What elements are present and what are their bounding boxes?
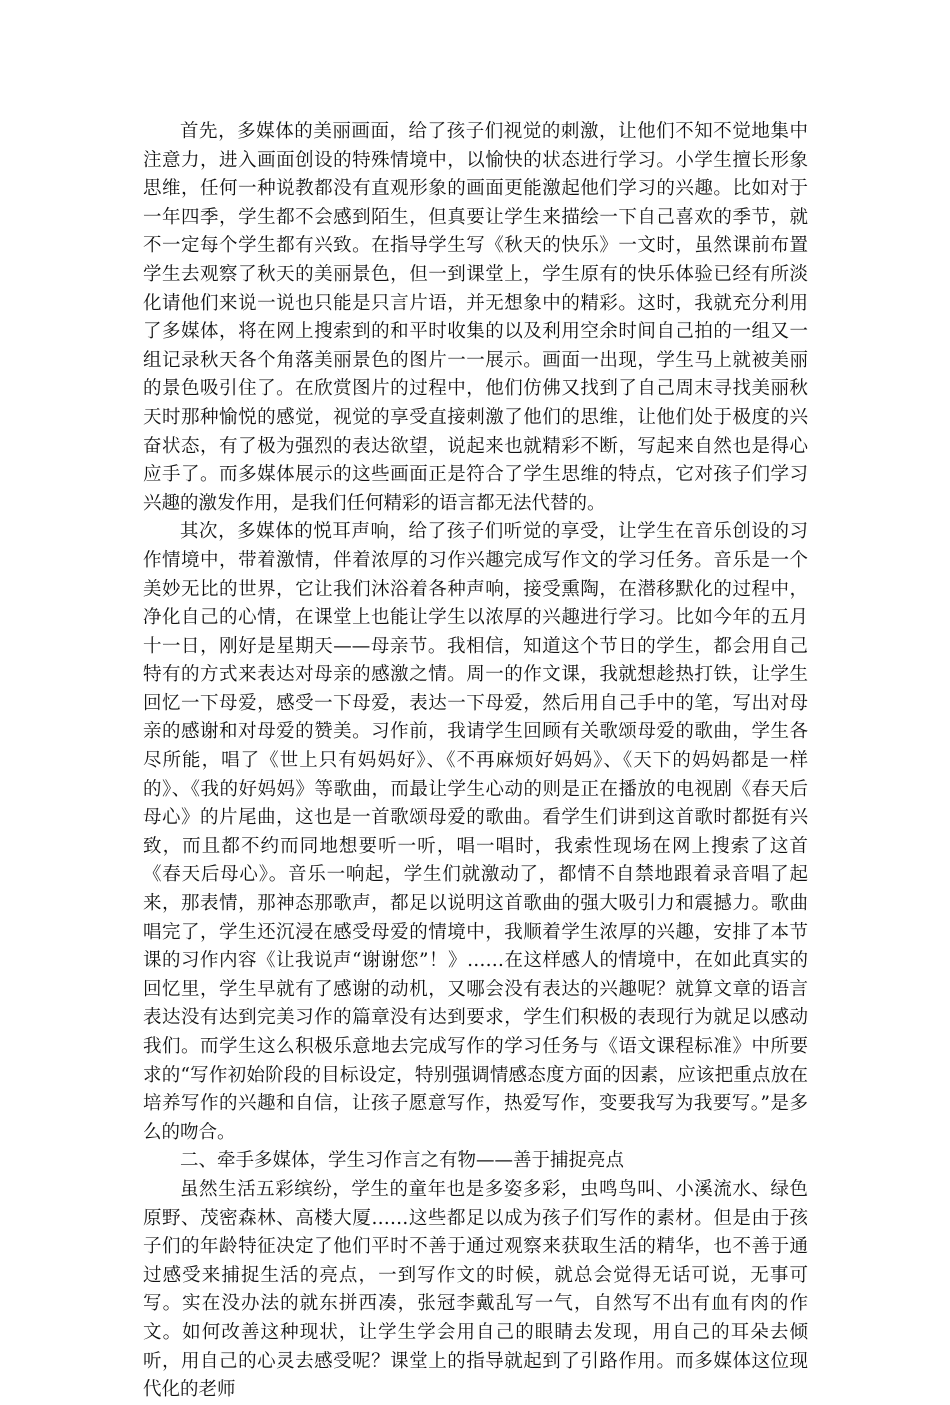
section-heading: 二、牵手多媒体，学生习作言之有物——善于捕捉亮点: [180, 1150, 625, 1172]
document-page: [143, 118, 808, 1405]
paragraph-after-heading: 虽然生活五彩缤纷，学生的童年也是多姿多彩，虫鸣鸟叫、小溪流水、绿色原野、茂密森林、高楼大厦……这些都足以成为孩子们写作的素材。但是由于孩子们的年龄特征决定了他们平时不善于通过观察来获取生活的精华，也不善于通过感受来捕捉生活的亮点，一到写作文的时候，就总会觉得无话可说，无事可写。实在没办法的就东拼西凑，张冠李戴乱写一气，自然写不出有血有肉的作文。如何改善这种现状，让学生学会用自己的眼睛去发现，用自己的耳朵去倾听，用自己的心灵去感受呢？课堂上的指导就起到了引路作用。而多媒体这位现代化的老师: [143, 1178, 808, 1401]
paragraph-audio: 其次，多媒体的悦耳声响，给了孩子们听觉的享受，让学生在音乐创设的习作情境中，带着激情，伴着浓厚的习作兴趣完成写作文的学习任务。音乐是一个美妙无比的世界，它让我们沐浴着各种声响，接受熏陶，在潜移默化的过程中，净化自己的心情，在课堂上也能让学生以浓厚的兴趣进行学习。比如今年的五月十一日，刚好是星期天——母亲节。我相信，知道这个节日的学生，都会用自己特有的方式来表达对母亲的感激之情。周一的作文课，我就想趁热打铁，让学生回忆一下母爱，感受一下母爱，表达一下母爱，然后用自己手中的笔，写出对母亲的感谢和对母爱的赞美。习作前，我请学生回顾有关歌颂母爱的歌曲，学生各尽所能，唱了《世上只有妈妈好》、《不再麻烦好妈妈》、《天下的妈妈都是一样的》、《我的好妈妈》等歌曲，而最让学生心动的则是正在播放的电视剧《春天后母心》的片尾曲，这也是一首歌颂母爱的歌曲。看学生们讲到这首歌时都挺有兴致，而且都不约而同地想要听一听，唱一唱时，我索性现场在网上搜索了这首《春天后母心》。音乐一响起，学生们就激动了，都情不自禁地跟着录音唱了起来，那表情，那神态那歌声，都足以说明这首歌曲的强大吸引力和震撼力。歌曲唱完了，学生还沉浸在感受母爱的情境中，我顺着学生浓厚的兴趣，安排了本节课的习作内容《让我说声“谢谢您”！》……在这样感人的情境中，在如此真实的回忆里，学生早就有了感谢的动机，又哪会没有表达的兴趣呢？就算文章的语言表达没有达到完美习作的篇章没有达到要求，学生们积极的表现行为就足以感动我们。而学生这么积极乐意地去完成写作的学习任务与《语文课程标准》中所要求的“写作初始阶段的目标设定，特别强调情感态度方面的因素，应该把重点放在培养写作的兴趣和自信，让孩子愿意写作，热爱写作，变要我写为我要写。”是多么的吻合。: [143, 521, 808, 1143]
paragraph-visual: 首先，多媒体的美丽画面，给了孩子们视觉的刺激，让他们不知不觉地集中注意力，进入画面创设的特殊情境中，以愉快的状态进行学习。小学生擅长形象思维，任何一种说教都没有直观形象的画面更能激起他们学习的兴趣。比如对于一年四季，学生都不会感到陌生，但真要让学生来描绘一下自己喜欢的季节，就不一定每个学生都有兴致。在指导学生写《秋天的快乐》一文时，虽然课前布置学生去观察了秋天的美丽景色，但一到课堂上，学生原有的快乐体验已经有所淡化请他们来说一说也只能是只言片语，并无想象中的精彩。这时，我就充分利用了多媒体，将在网上搜索到的和平时收集的以及利用空余时间自己拍的一组又一组记录秋天各个角落美丽景色的图片一一展示。画面一出现，学生马上就被美丽的景色吸引住了。在欣赏图片的过程中，他们仿佛又找到了自己周末寻找美丽秋天时那种愉悦的感觉，视觉的享受直接刺激了他们的思维，让他们处于极度的兴奋状态，有了极为强烈的表达欲望，说起来也就精彩不断，写起来自然也是得心应手了。而多媒体展示的这些画面正是符合了学生思维的特点，它对孩子们学习兴趣的激发作用，是我们任何精彩的语言都无法代替的。: [143, 121, 808, 514]
